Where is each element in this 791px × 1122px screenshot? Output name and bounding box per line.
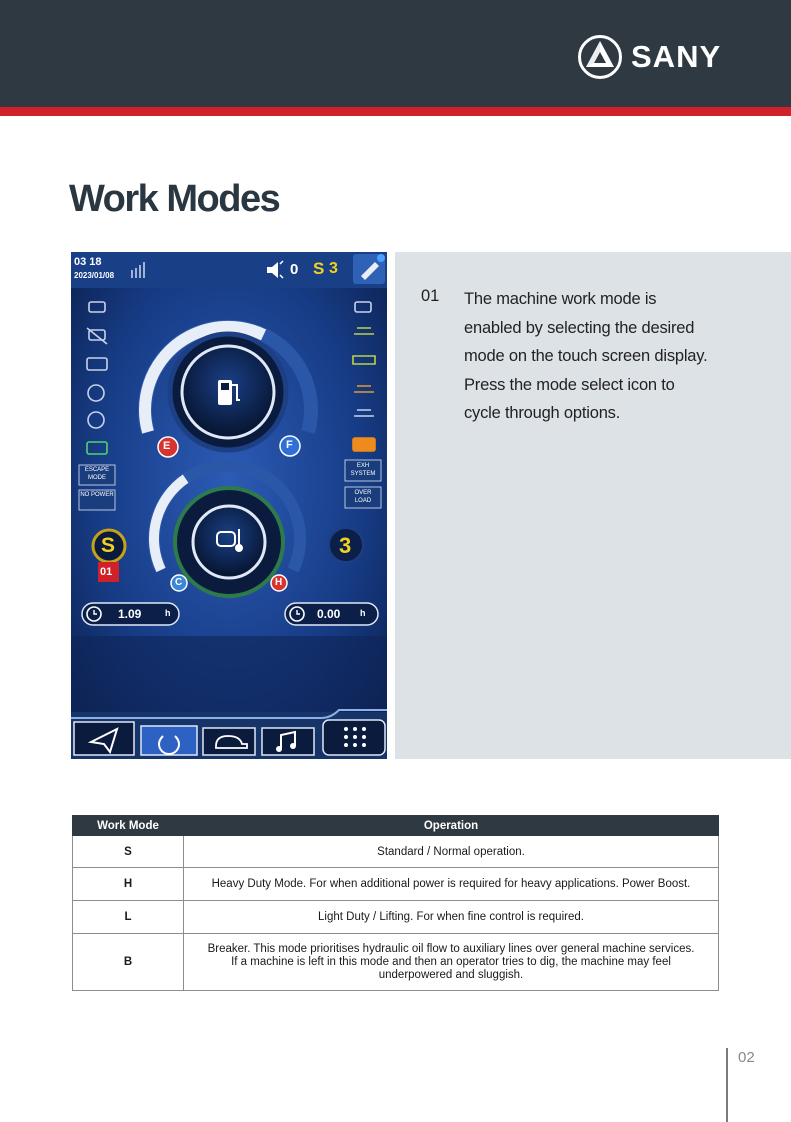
operation-line: underpowered and sluggish. xyxy=(378,968,524,981)
mode-cell: L xyxy=(73,901,184,934)
hour-meter-left-unit: h xyxy=(165,608,171,618)
mode-cell: H xyxy=(73,868,184,901)
mode-cell: S xyxy=(73,836,184,868)
page-number-divider xyxy=(726,1048,728,1122)
column-header-operation: Operation xyxy=(184,816,719,836)
table-row xyxy=(73,901,719,934)
operation-cell xyxy=(184,934,719,991)
escape-mode-label: ESCAPE MODE xyxy=(84,467,110,481)
no-power-label: NO POWER xyxy=(80,492,114,498)
operation-line: Light Duty / Lifting. For when fine control is required. xyxy=(318,911,584,923)
brand-name: SANY xyxy=(631,39,722,74)
power-level-value: 3 xyxy=(339,533,352,558)
table-row xyxy=(73,868,719,901)
alarm-count: 0 xyxy=(290,261,299,278)
temp-low-label: C xyxy=(175,577,183,588)
table-header-row xyxy=(73,816,719,836)
mode-cell: B xyxy=(73,934,184,991)
temp-high-label: H xyxy=(275,577,283,588)
nav-music-icon[interactable] xyxy=(262,728,314,755)
mode-callout-label: 01 xyxy=(100,566,113,578)
operation-line: Standard / Normal operation. xyxy=(377,845,525,858)
operation-line: Breaker. This mode prioritises hydraulic oil flow to auxiliary lines over general machine services. xyxy=(207,942,695,955)
brand-logo xyxy=(577,34,721,80)
step-line: enabled by selecting the desired xyxy=(464,318,695,337)
hour-meter-left-value: 1.09 xyxy=(118,607,142,621)
page-title: Work Modes xyxy=(69,178,280,220)
work-mode-table xyxy=(72,815,719,991)
nav-tortoise-icon[interactable] xyxy=(203,728,255,755)
nav-navigate-icon[interactable] xyxy=(74,722,134,755)
hour-meter-right-unit: h xyxy=(360,608,366,618)
step-line: mode on the touch screen display. xyxy=(464,347,708,365)
fuel-high-label: F xyxy=(286,439,293,451)
exh-system-label: EXH SYSTEM xyxy=(350,463,376,477)
column-header-work-mode: Work Mode xyxy=(73,816,184,836)
nav-menu-grid-icon[interactable] xyxy=(323,720,385,755)
step-line: Press the mode select icon to xyxy=(464,375,675,394)
header-accent-stripe xyxy=(0,107,791,116)
display-date: 2023/01/08 xyxy=(74,271,115,280)
operation-line: Heavy Duty Mode. For when additional power is required for heavy applications. Power Boost. xyxy=(211,878,691,890)
table-row xyxy=(73,836,719,868)
step-description xyxy=(464,285,764,428)
hour-meter-right-value: 0.00 xyxy=(317,607,341,621)
step-line: The machine work mode is xyxy=(464,290,657,308)
operation-line: If a machine is left in this mode and then an operator tries to dig, the machine may feel xyxy=(231,955,671,968)
display-screenshot xyxy=(71,252,387,759)
nav-engine-icon[interactable] xyxy=(141,726,197,755)
sany-logo-icon xyxy=(577,34,623,80)
table-row xyxy=(73,934,719,991)
mode-level-indicator: 3 xyxy=(329,260,338,277)
current-mode-letter[interactable]: S xyxy=(101,534,116,557)
operation-cell xyxy=(184,836,719,868)
step-number: 01 xyxy=(421,287,440,305)
step-line: cycle through options. xyxy=(464,404,621,422)
page-number: 02 xyxy=(738,1049,755,1066)
mode-indicator: S xyxy=(313,259,325,278)
display-time: 03 18 xyxy=(74,256,102,268)
operation-cell xyxy=(184,868,719,901)
over-load-label: OVER LOAD xyxy=(354,490,372,504)
operation-cell xyxy=(184,901,719,934)
fuel-gauge xyxy=(145,327,311,457)
fuel-low-label: E xyxy=(163,440,171,452)
